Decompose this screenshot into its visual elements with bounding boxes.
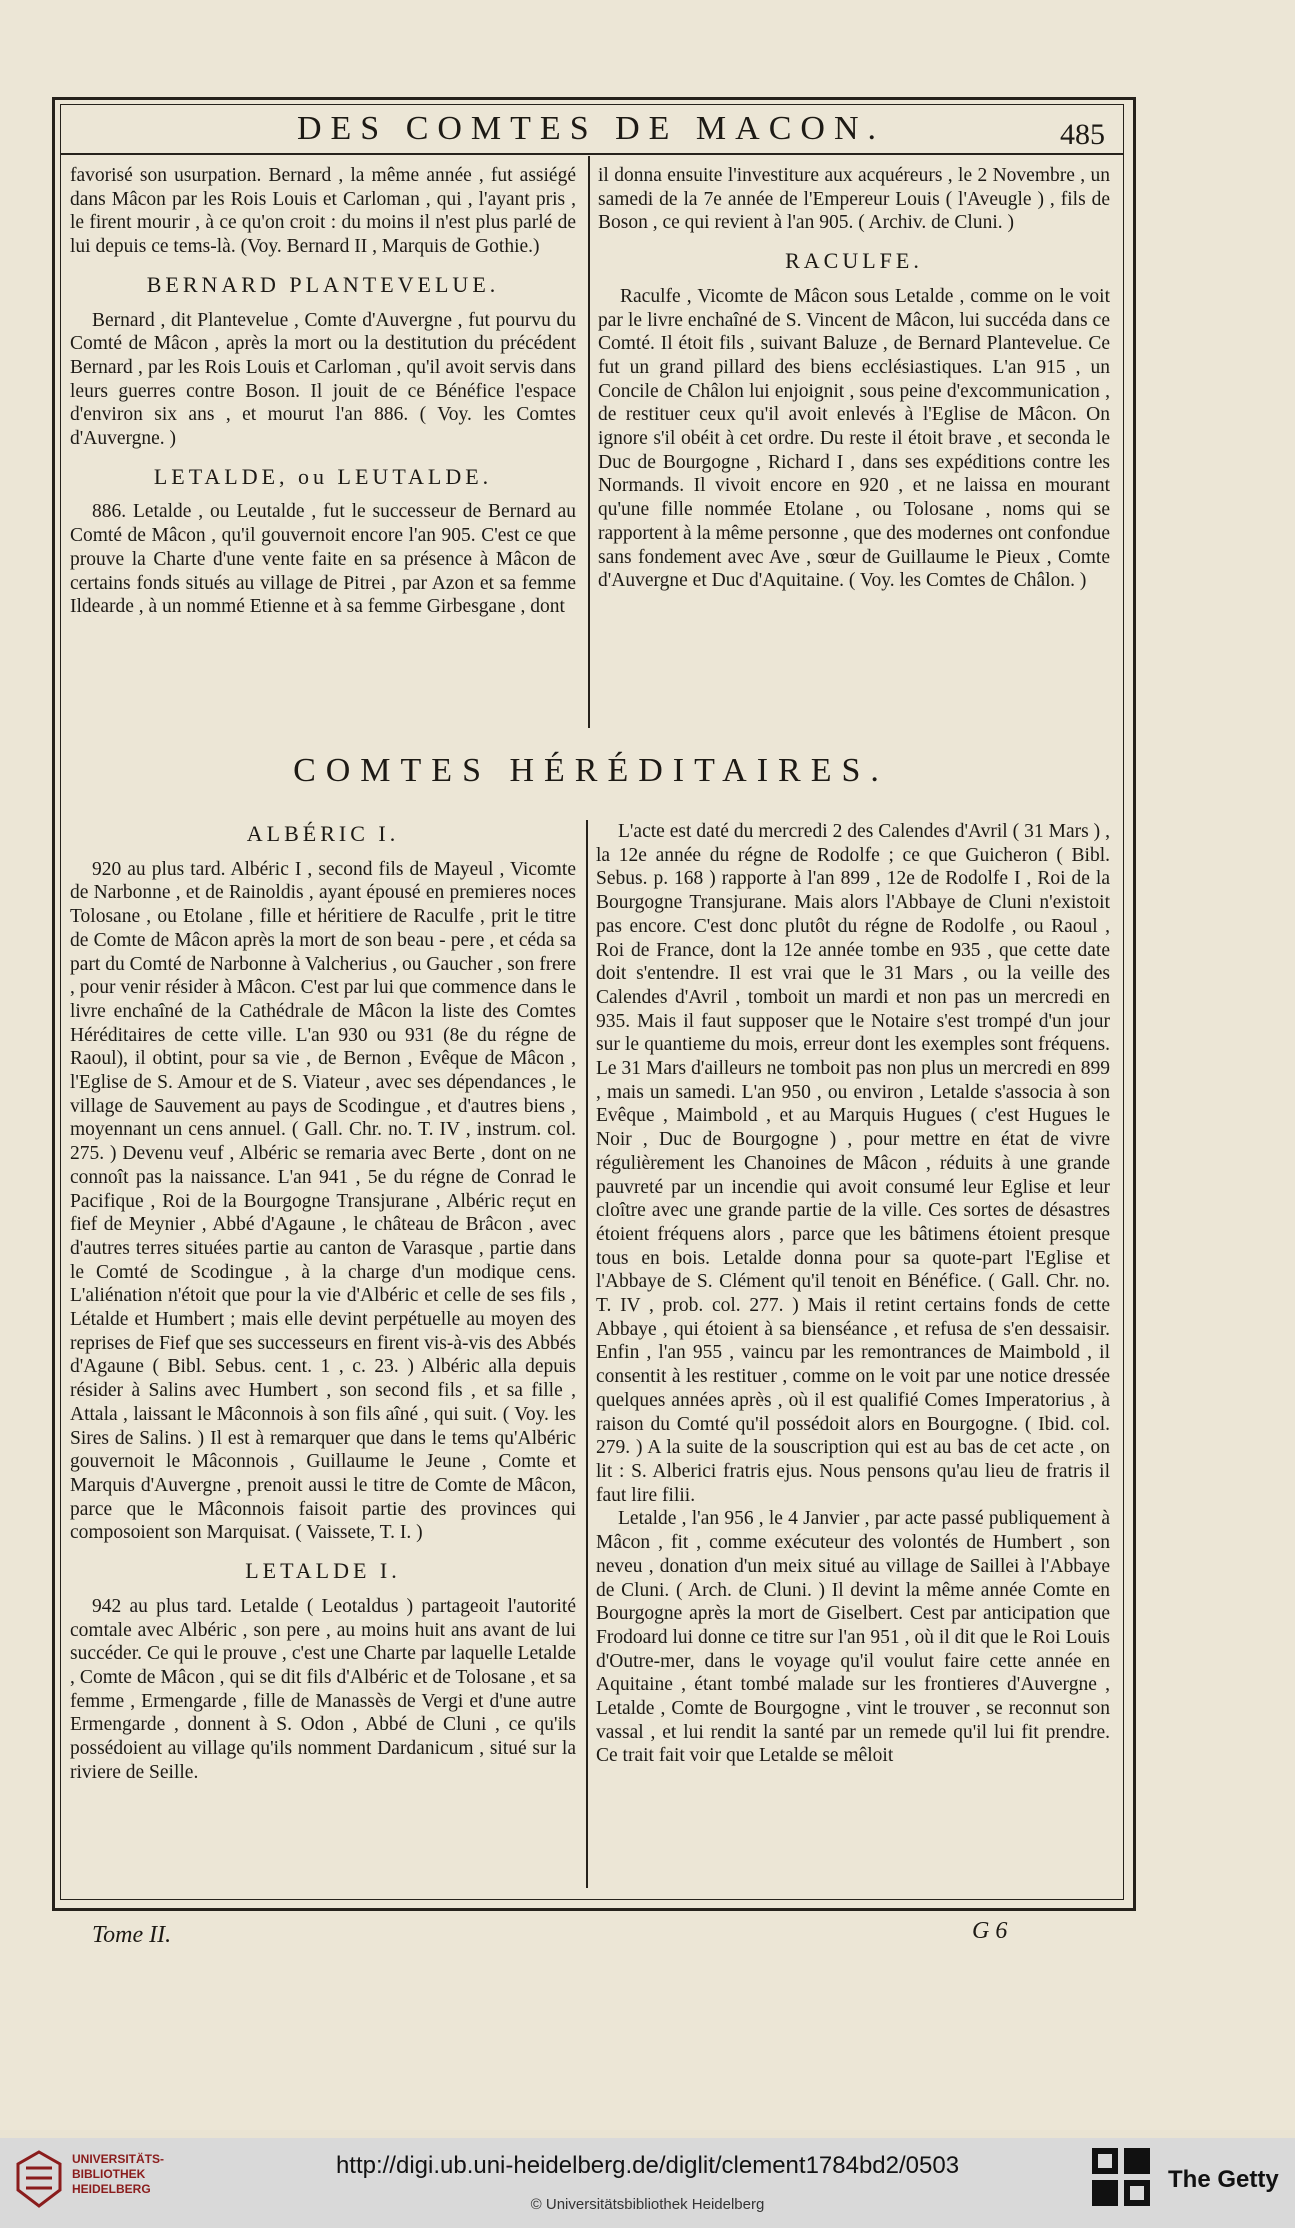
section-heading: BERNARD PLANTEVELUE. — [146, 271, 500, 297]
paragraph: L'acte est daté du mercredi 2 des Calendes d'Avril ( 31 Mars ) , la 12e année du régne de Rodolfe ; ce que Guicheron ( Bibl. Sebus. p. 168 ) rapporte à l'an 899 , 12e de Rodolfe I , Roi de la Bourgogne Transjurane. Mais alors l'Abbaye de Cluni n'existoit pas encore. C'est donc plutôt du régne de Rodolfe , ou Raoul , Roi de France, dont la 12e année tombe en 935 , que cette date doit s'entendre. Il est vrai que le 31 Mars , ou la veille des Calendes d'Avril , tomboit un mardi et non pas un mercredi en 935. Mais il faut supposer que le Notaire s'est trompé d'un jour sur le quantieme du mois, erreur dont les exemples sont fréquens. Le 31 Mars d'ailleurs ne tomboit pas non plus un mercredi en 899 , mais un samedi. L'an 950 , ou environ , Letalde s'associa à son Evêque , Maimbold , et au Marquis Hugues ( c'est Hugues le Noir , Duc de Bourgogne ) , pour mettre en état de vivre régulièrement les Chanoines de Mâcon , réduits à une grande pauvreté par un incendie qui avoit consumé leur Eglise et leur cloître avec une grande partie de la ville. Ces sortes de désastres étoient fréquens alors , parce que les bâtimens étoient presque tous en bois. Letalde donna pour sa quote-part l'Eglise et l'Abbaye de S. Clément qu'il tenoit en Bénéfice. ( Gall. Chr. no. T. IV , prob. col. 277. ) Mais il retint certains fonds de cette Abbaye , qui étoient à sa bienséance , et refusa de s'en dessaisir. Enfin , l'an 955 , vaincu par les remontrances de Maimbold , il consentit à les restituer , comme on le voit par une notice dressée quelques années après , où il est qualifié Comes Imperatorius , à raison du Comté qu'il possédoit alors en Bourgogne. ( Ibid. col. 279. ) A la suite de la souscription qui est au bas de cet acte , on lit : S. Alberici fratris ejus. Nous pensons qu'au lieu de fratris il faut lire filii. — [596, 821, 1110, 1506]
paragraph: Letalde , l'an 956 , le 4 Janvier , par acte passé publiquement à Mâcon , fit , comme exécuteur des volontés de Humbert , son neveu , donation d'un meix situé au village de Saillei à l'Abbaye de Cluni. ( Arch. de Cluni. ) Il devint la même année Comte en Bourgogne après la mort de Giselbert. Cest par anticipation que Frodoard lui donne ce titre sur l'an 951 , où il dit que le Roi Louis d'Outre-mer, dans le voyage qu'il voulut faire cette année en Aquitaine , étant tombé malade sur les frontieres d'Auvergne , Letalde , Comte de Bourgogne , vint le trouver , se reconnut son vassal , et lui rendit la santé par un remede qu'il lui fit prendre. Ce trait fait voir que Letalde se mêloit — [596, 1508, 1110, 1767]
getty-name: The Getty — [1168, 2166, 1279, 2193]
page-number: 485 — [1060, 118, 1105, 151]
paragraph: il donna ensuite l'investiture aux acquéreurs , le 2 Novembre , un samedi de la 7e année de l'Empereur Louis ( l'Aveugle ) , fils de Boson , ce qui revient à l'an 905. ( Archiv. de Cluni. ) — [598, 165, 1110, 234]
paragraph: Bernard , dit Plantevelue , Comte d'Auvergne , fut pourvu du Comté de Mâcon , après la mort ou la destitution du précédent Bernard , par les Rois Louis et Carloman , qu'il avoit servis dans leurs guerres contre Boson. Il jouit de ce Bénéfice l'espace d'environ six ans , et mourut l'an 886. ( Voy. les Comtes d'Auvergne. ) — [70, 309, 576, 450]
university-name-line: HEIDELBERG — [72, 2182, 151, 2196]
gathering-signature: G 6 — [972, 1918, 1008, 1944]
bottom-left-column — [70, 820, 576, 1784]
top-left-column — [70, 164, 576, 619]
paragraph: 920 au plus tard. Albéric I , second fils de Mayeul , Vicomte de Narbonne , et de Rainoldis , ayant épousé en premieres noces Tolosane , ou Etolane , fille et héritiere de Raculfe , prit le titre de Comte de Mâcon après la mort de son beau - pere , et céda sa part du Comté de Narbonne à Valcherius , ou Gaucher , son frere , pour venir résider à Mâcon. C'est par lui que commence dans le livre enchaîné de la Cathédrale de Mâcon la liste des Comtes Héréditaires de cette ville. L'an 930 ou 931 (8e du régne de Raoul), il obtint, pour sa vie , de Bernon , Evêque de Mâcon , l'Eglise de S. Amour et de S. Viateur , avec ses dépendances , le village de Sauvement au pays de Scodingue , et d'autres biens , moyennant un cens annuel. ( Gall. Chr. no. T. IV , instrum. col. 275. ) Devenu veuf , Albéric se remaria avec Berte , dont on ne connoît pas la naissance. L'an 941 , 5e du régne de Conrad le Pacifique , Roi de la Bourgogne Transjurane , Albéric reçut en fief de Meynier , Abbé d'Agaune , le château de Brâcon , avec d'autres terres situées partie au canton de Varasque , partie dans le Comté de Scodingue , à la charge d'un modique cens. L'aliénation n'étoit que pour la vie d'Albéric et celle de ses fils , Létalde et Humbert ; mais elle devint perpétuelle au moyen des reprises de Fief que ses successeurs en firent vis-à-vis des Abbés d'Agaune ( Bibl. Sebus. cent. 1 , c. 23. ) Albéric alla depuis résider à Salins avec Humbert , son second fils , et sa fille , Attala , laissant le Mâconnois à son fils aîné , qui suit. ( Voy. les Sires de Salins. ) Il est à remarquer que dans le tems qu'Albéric gouvernoit le Mâconnois , Guillaume le Jeune , Comte et Marquis d'Auvergne , prenoit aussi le titre de Comte de Mâcon, parce que le Mâconnois faisoit partie des provinces qui composoient son Marquisat. ( Vaissete, T. I. ) — [70, 858, 577, 1544]
column-divider-top — [588, 156, 590, 728]
paragraph: favorisé son usurpation. Bernard , la même année , fut assiégé dans Mâcon par les Rois Louis et Carloman , qui , l'ayant pris , le firent mourir , à ce qu'on croit : du moins il n'est plus parlé de lui depuis ce tems-là. (Voy. Bernard II , Marquis de Gothie.) — [70, 165, 576, 258]
top-right-column — [598, 164, 1110, 593]
paragraph: 942 au plus tard. Letalde ( Leotaldus ) partageoit l'autorité comtale avec Albéric , son pere , au moins huit ans avant de lui succéder. Ce qui le prouve , c'est une Charte par laquelle Letalde , Comte de Mâcon , qui se dit fils d'Albéric et de Tolosane , et sa femme , Ermengarde , fille de Manassès de Vergi et d'une autre Ermengarde , donnent à S. Odon , Abbé de Cluni , ce qu'ils possédoient au village qu'ils nomment Dardanicum , situé sur la riviere de Seille. — [70, 1595, 576, 1783]
section-heading: ALBÉRIC I. — [246, 821, 400, 846]
university-name-line: BIBLIOTHEK — [72, 2167, 146, 2181]
column-divider-bottom — [586, 820, 588, 1888]
paragraph: Raculfe , Vicomte de Mâcon sous Letalde , comme on le voit par le livre enchaîné de S. Vincent de Mâcon, lui succéda dans ce Comté. Il étoit fils , suivant Baluze , de Bernard Plantevelue. Ce fut un grand pillard des biens ecclésiastiques. L'an 915 , un Concile de Châlon lui enjoignit , sous peine d'excommunication , de restituer ceux qu'il avoit enlevés à l'Eglise de Mâcon. On ignore s'il obéit à cet ordre. Du reste il étoit brave , et seconda le Duc de Bourgogne , Richard I , dans ses expéditions contre les Normands. Il vivoit encore en 920 , et ne laissa en mourant qu'une fille nommée Etolane , ou Tolosane , noms qui se rapportent à la même personne , que des modernes ont confondue sans fondement avec Ave , sœur de Guillaume le Pieux , Comte d'Auvergne et Duc d'Aquitaine. ( Voy. les Comtes de Châlon. ) — [598, 285, 1110, 592]
section-title: COMTES HÉRÉDITAIRES. — [293, 752, 889, 789]
volume-signature: Tome II. — [92, 1922, 172, 1948]
section-heading: LETALDE I. — [245, 1558, 401, 1584]
university-name-line: UNIVERSITÄTS- — [72, 2152, 165, 2166]
section-heading: RACULFE. — [785, 248, 923, 274]
permalink-url[interactable]: http://digi.ub.uni-heidelberg.de/diglit/clement1784bd2/0503 — [335, 2152, 960, 2179]
getty-logo-icon — [1090, 2146, 1152, 2208]
bottom-right-column — [596, 820, 1110, 1768]
copyright-notice: © Universitätsbibliothek Heidelberg — [530, 2196, 765, 2213]
header-rule — [60, 153, 1124, 155]
section-heading: LETALDE, ou LEUTALDE. — [153, 463, 493, 489]
paragraph: 886. Letalde , ou Leutalde , fut le successeur de Bernard au Comté de Mâcon , qu'il gouvernoit encore l'an 905. C'est ce que prouve la Charte d'une vente faite en sa présence à Mâcon de certains fonds situés au village de Pitrei , par Azon et sa femme Ildearde , à un nommé Etienne et à sa femme Girbesgane , dont — [70, 501, 576, 618]
running-header: DES COMTES DE MACON. — [296, 110, 886, 147]
